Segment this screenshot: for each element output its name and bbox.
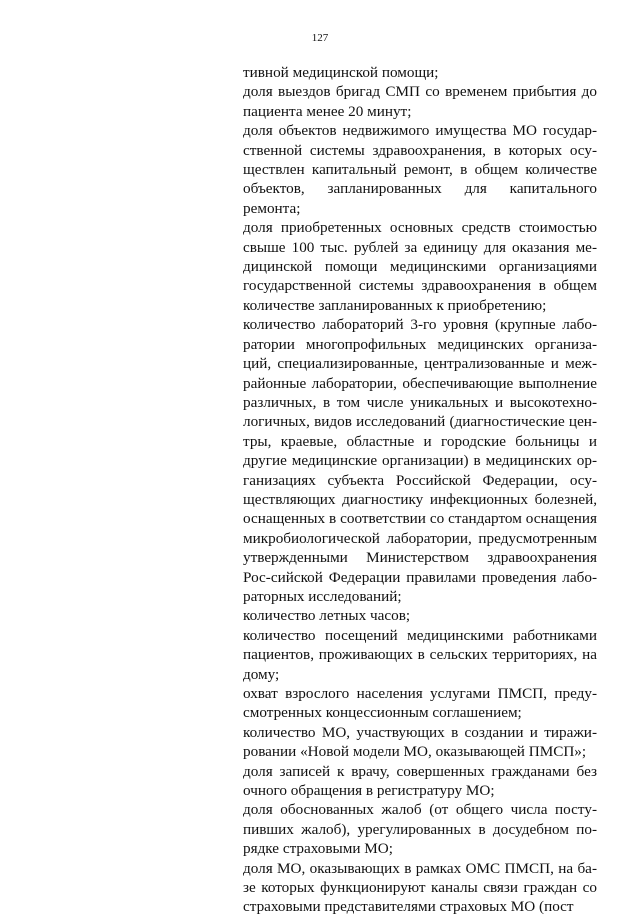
paragraph: количество МО, участвующих в создании и тиражировании «Новой модели МО, оказывающей ПМСП»; bbox=[243, 723, 597, 761]
document-body bbox=[243, 63, 597, 917]
paragraph: количество посещений медицинскими работниками пациентов, проживающих в сельских территориях, на дому; bbox=[243, 626, 597, 683]
paragraph: количество летных часов; bbox=[243, 607, 411, 625]
paragraph: доля МО, оказывающих в рамках ОМС ПМСП, на базе которых функционируют каналы связи граждан со страховыми представителями страховых МО (пост bbox=[243, 859, 597, 916]
paragraph: тивной медицинской помощи; bbox=[243, 64, 439, 81]
paragraph: доля объектов недвижимого имущества МО государственной системы здравоохранения, в которых осуществлен капитальный ремонт, в общем количестве объектов, запланированных для капитального ремонта; bbox=[243, 122, 597, 217]
paragraph: охват взрослого населения услугами ПМСП, предусмотренных концессионным соглашением; bbox=[243, 685, 597, 722]
paragraph: количество лабораторий 3-го уровня (крупные лаборатории многопрофильных медицинских организаций, специализированные, централизованные и межрайонные лаборатории, обеспечивающие выполнение различных, в том числе уникальных и высокотехнологичных, видов исследований (диагностические центры, краевые, областные и городские больницы и другие медицинские организации) в медицинских организациях субъекта Российской Федерации, осуществляющих диагностику инфекционных болезней, оснащенных в соответствии со стандартом оснащения микробиологической лаборатории, предусмотренным утвержденными Министерством здравоохранения Рос-сийской Федерации правилами проведения лабораторных исследований; bbox=[243, 316, 597, 605]
paragraph: доля обоснованных жалоб (от общего числа поступивших жалоб), урегулированных в досудебном порядке страховыми МО; bbox=[243, 801, 597, 858]
page-number: 127 bbox=[311, 32, 329, 44]
paragraph: доля приобретенных основных средств стоимостью свыше 100 тыс. рублей за единицу для оказания медицинской помощи медицинскими организациями государственной системы здравоохранения в общем количестве запланированных к приобретению; bbox=[243, 219, 597, 314]
paragraph: доля выездов бригад СМП со временем прибытия до пациента менее 20 минут; bbox=[243, 83, 597, 120]
paragraph: доля записей к врачу, совершенных гражданами без очного обращения в регистратуру МО; bbox=[243, 762, 597, 800]
